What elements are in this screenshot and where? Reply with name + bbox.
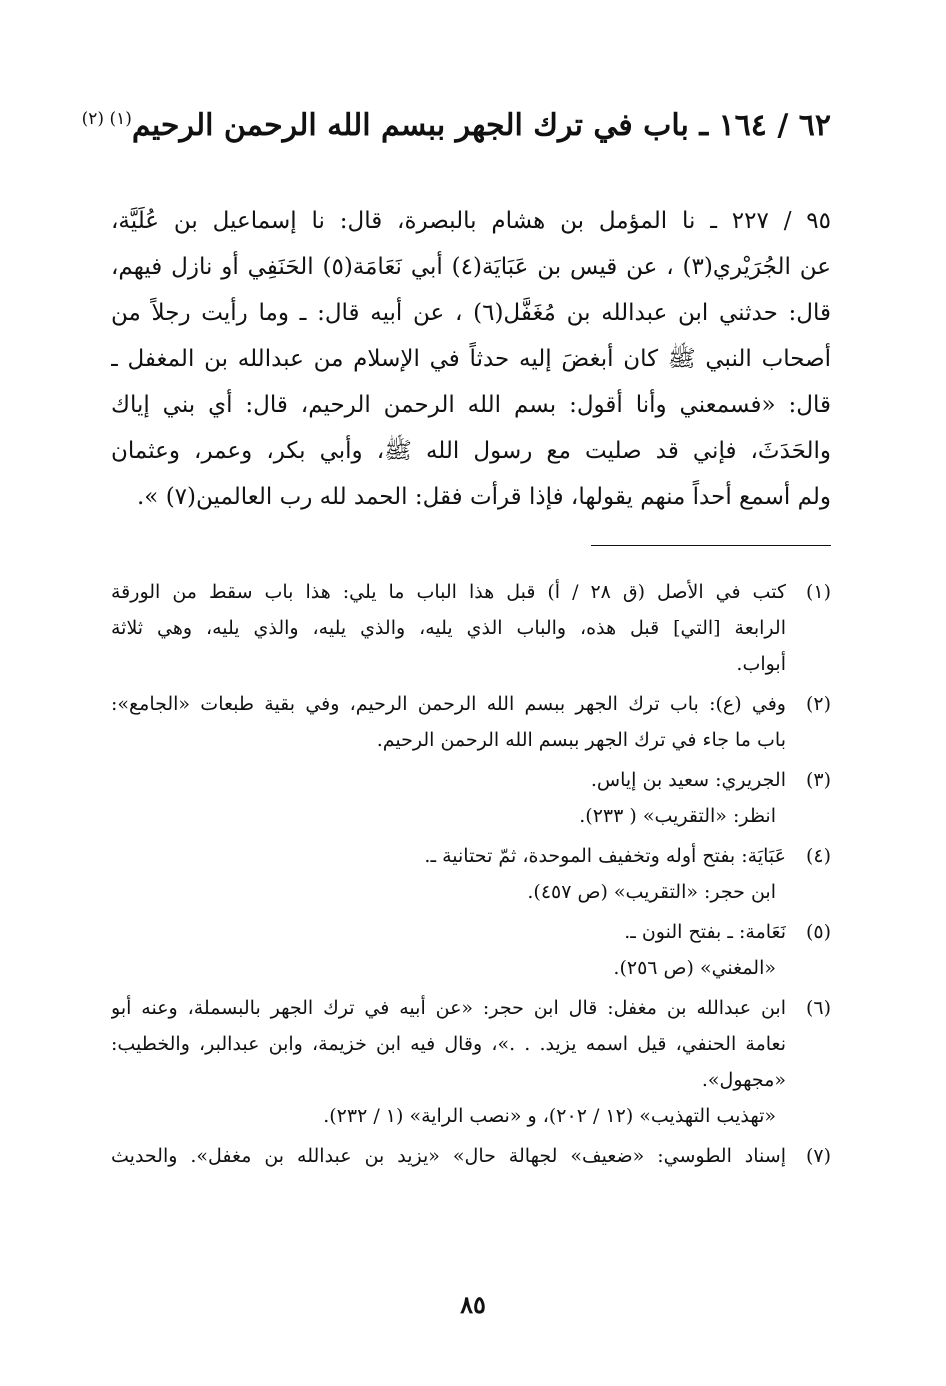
footnote-number: (٦) <box>805 997 831 1019</box>
footnote-line: إسناد الطوسي: «ضعيف» لجهالة حال» «يزيد بن عبدالله بن مغفل». والحديث <box>111 1145 786 1167</box>
footnote-line: نعامة الحنفي، قيل اسمه يزيد. . .»، وقال فيه ابن خزيمة، وابن عبدالبر، والخطيب: <box>111 1033 786 1055</box>
footnote-reference: انظر: «التقريب» ( ٢٣٣). <box>579 805 776 827</box>
footnote-4 <box>111 838 831 910</box>
footnote-line: ابن عبدالله بن مغفل: قال ابن حجر: «عن أبيه في ترك الجهر بالبسملة، وعنه أبو <box>111 997 786 1019</box>
footnote-3 <box>111 762 831 834</box>
footnote-5 <box>111 914 831 986</box>
footnote-reference: «المغني» (ص ٢٥٦). <box>613 957 776 979</box>
footnote-2 <box>111 686 831 758</box>
footnote-line: باب ما جاء في ترك الجهر ببسم الله الرحمن الرحيم. <box>376 729 786 751</box>
page-number: ٨٥ <box>460 1290 486 1319</box>
hadith-line: عن الجُرَيْري(٣) ، عن قيس بن عَبَايَة(٤) أبي نَعَامَة(٥) الحَنَفِي أو نازل فيهم، <box>111 254 831 280</box>
footnote-reference: «تهذيب التهذيب» (١٢ / ٢٠٢)، و «نصب الراية» (١ / ٢٣٢). <box>323 1105 776 1127</box>
footnote-line: عَبَايَة: بفتح أوله وتخفيف الموحدة، ثمّ تحتانية ـ. <box>424 845 786 867</box>
footnote-number: (٥) <box>805 921 831 943</box>
footnote-7 <box>111 1138 831 1174</box>
hadith-line: قال: «فسمعني وأنا أقول: بسم الله الرحمن الرحيم، قال: أي بني إياك <box>111 392 831 418</box>
footnote-line: كتب في الأصل (ق ٢٨ / أ) قبل هذا الباب ما يلي: هذا باب سقط من الورقة <box>111 581 786 603</box>
footnote-line: وفي (ع): باب ترك الجهر ببسم الله الرحمن الرحيم، وفي بقية طبعات «الجامع»: <box>111 693 786 715</box>
chapter-heading-footnote-refs: (١) (٢) <box>81 109 132 129</box>
footnote-line: الرابعة [التي] قبل هذه، والباب الذي يليه، والذي يليه، والذي يليه، وهي ثلاثة <box>111 617 786 639</box>
footnote-number: (٢) <box>805 693 831 715</box>
footnote-number: (١) <box>805 581 831 603</box>
hadith-line: ولم أسمع أحداً منهم يقولها، فإذا قرأت فقل: الحمد لله رب العالمين(٧) ». <box>137 484 831 510</box>
footnote-divider <box>591 545 831 546</box>
footnote-line: نَعَامة: ـ بفتح النون ـ. <box>624 921 786 943</box>
footnote-line: «مجهول». <box>701 1069 786 1091</box>
hadith-line: قال: حدثني ابن عبدالله بن مُغَفَّل(٦) ، عن أبيه قال: ـ وما رأيت رجلاً من <box>111 300 831 326</box>
footnote-number: (٧) <box>805 1145 831 1167</box>
footnote-line: أبواب. <box>736 653 786 675</box>
hadith-line: أصحاب النبي ﷺ كان أبغضَ إليه حدثاً في الإسلام من عبدالله بن المغفل ـ <box>111 346 831 372</box>
footnote-number: (٣) <box>805 769 831 791</box>
footnote-line: الجريري: سعيد بن إياس. <box>590 769 786 791</box>
hadith-line: ٩٥ / ٢٢٧ ـ نا المؤمل بن هشام بالبصرة، قال: نا إسماعيل بن عُلَيَّة، <box>111 208 831 234</box>
hadith-text <box>111 198 831 520</box>
footnote-reference: ابن حجر: «التقريب» (ص ٤٥٧). <box>527 881 776 903</box>
footnote-number: (٤) <box>805 845 831 867</box>
footnote-6 <box>111 990 831 1134</box>
footnote-1 <box>111 574 831 682</box>
chapter-heading <box>71 108 831 143</box>
footnotes <box>111 574 831 1178</box>
hadith-line: والحَدَثَ، فإني قد صليت مع رسول الله ﷺ، وأبي بكر، وعمر، وعثمان <box>111 438 831 464</box>
chapter-heading-text: ٦٢ / ١٦٤ ـ باب في ترك الجهر ببسم الله الرحمن الرحيم <box>131 108 831 143</box>
